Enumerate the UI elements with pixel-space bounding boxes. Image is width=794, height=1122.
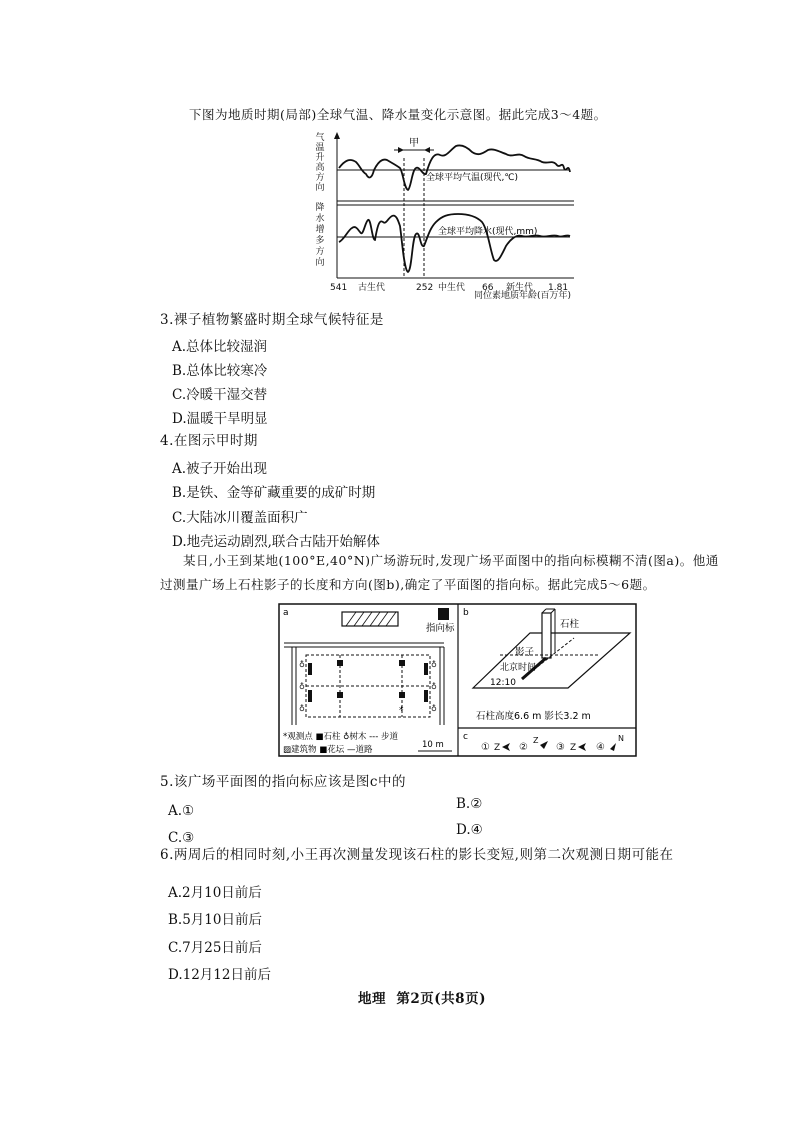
climate-chart bbox=[312, 130, 602, 300]
temp-axis-char: 升 bbox=[315, 153, 325, 163]
temp-ref-label: 全球平均气温(现代,℃) bbox=[426, 173, 518, 183]
plaza-figure bbox=[278, 603, 638, 758]
q4-option-d[interactable]: D.地壳运动剧烈,联合古陆开始解体 bbox=[172, 534, 380, 550]
x-tick: 中生代 bbox=[438, 283, 466, 293]
pillar bbox=[542, 613, 551, 658]
panel-b-label: b bbox=[463, 608, 469, 618]
q3-option-b[interactable]: B.总体比较寒冷 bbox=[172, 363, 268, 379]
q6-option-a[interactable]: A.2月10日前后 bbox=[168, 885, 262, 901]
q3-stem: 3.裸子植物繁盛时期全球气候特征是 bbox=[160, 312, 384, 328]
q5-option-d[interactable]: D.④ bbox=[456, 822, 483, 838]
svg-text:♁: ♁ bbox=[299, 660, 305, 669]
panel-a-label: a bbox=[283, 608, 289, 618]
temp-axis-char: 高 bbox=[315, 163, 325, 173]
temp-axis-char: 温 bbox=[315, 143, 325, 153]
q3-option-d[interactable]: D.温暖干旱明显 bbox=[172, 411, 268, 427]
c-option-4: ④ bbox=[596, 742, 605, 753]
precip-axis-char: 降 bbox=[315, 203, 325, 213]
q6-option-d[interactable]: D.12月12日前后 bbox=[168, 967, 271, 983]
pointer-label: 指向标 bbox=[426, 623, 455, 634]
x-axis-label: 同位素地质年龄(百万年) bbox=[474, 291, 572, 300]
svg-text:♁: ♁ bbox=[299, 682, 305, 691]
q4-option-a[interactable]: A.被子开始出现 bbox=[172, 461, 268, 477]
svg-text:♁: ♁ bbox=[431, 660, 437, 669]
panel-c-label: c bbox=[463, 732, 468, 742]
time-label-1: 北京时间 bbox=[500, 663, 537, 673]
q5-stem: 5.该广场平面图的指向标应该是图c中的 bbox=[160, 774, 406, 790]
page-footer: 地理 第2页(共8页) bbox=[358, 991, 486, 1007]
precip-axis-char: 方 bbox=[315, 247, 325, 257]
legend-line1: *观测点 ■石柱 ♁树木 --- 步道 bbox=[283, 732, 399, 742]
precip-axis-char: 向 bbox=[315, 258, 325, 268]
measure-label: 石柱高度6.6 m 影长3.2 m bbox=[476, 711, 591, 722]
q4-option-b[interactable]: B.是铁、金等矿藏重要的成矿时期 bbox=[172, 485, 376, 501]
q5-option-a[interactable]: A.① bbox=[168, 803, 195, 819]
svg-text:♁: ♁ bbox=[431, 704, 437, 713]
c-letter: N bbox=[618, 734, 624, 743]
q4-option-c[interactable]: C.大陆冰川覆盖面积广 bbox=[172, 510, 308, 526]
c-option-1: ① bbox=[481, 742, 490, 753]
q3-option-a[interactable]: A.总体比较湿润 bbox=[172, 339, 268, 355]
svg-text:Z: Z bbox=[533, 736, 539, 745]
pointer-box bbox=[438, 608, 449, 620]
pillar-label: 石柱 bbox=[560, 619, 580, 630]
c-option-3: ③ bbox=[556, 742, 565, 753]
intro-q3-4: 下图为地质时期(局部)全球气温、降水量变化示意图。据此完成3～4题。 bbox=[189, 107, 607, 122]
x-tick: 252 bbox=[416, 283, 434, 293]
q6-stem: 6.两周后的相同时刻,小王再次测量发现该石柱的影长变短,则第二次观测日期可能在 bbox=[160, 847, 674, 863]
temp-axis-char: 方 bbox=[315, 173, 325, 183]
q6-option-b[interactable]: B.5月10日前后 bbox=[168, 912, 262, 928]
svg-text:Z: Z bbox=[570, 743, 577, 753]
jia-label: 甲 bbox=[409, 138, 419, 149]
temp-axis-char: 向 bbox=[315, 183, 325, 193]
precip-axis-char: 多 bbox=[315, 236, 325, 246]
legend-line2: ▨建筑物 ■花坛 —道路 bbox=[283, 745, 373, 755]
precip-axis-char: 增 bbox=[315, 225, 325, 235]
intro-q5-6-line1: 某日,小王到某地(100°E,40°N)广场游玩时,发现广场平面图中的指向标模糊不清(图a)。他通 bbox=[183, 553, 719, 568]
time-label-2: 12:10 bbox=[490, 678, 516, 688]
precip-axis-char: 水 bbox=[315, 214, 325, 224]
svg-text:Z: Z bbox=[494, 743, 501, 753]
svg-text:♁: ♁ bbox=[431, 682, 437, 691]
x-tick: 66 bbox=[482, 283, 494, 293]
shadow-label: 影子 bbox=[515, 647, 535, 658]
x-tick: 古生代 bbox=[358, 283, 386, 293]
x-tick: 新生代 bbox=[506, 283, 534, 293]
temp-axis-char: 气 bbox=[315, 133, 325, 143]
c-option-2: ② bbox=[519, 742, 528, 753]
precip-ref-label: 全球平均降水(现代,mm) bbox=[438, 227, 538, 237]
intro-q5-6-line2: 过测量广场上石柱影子的长度和方向(图b),确定了平面图的指向标。据此完成5～6题。 bbox=[160, 577, 656, 592]
observation-point-icon: * bbox=[399, 706, 404, 716]
svg-text:♁: ♁ bbox=[299, 704, 305, 713]
q5-option-b[interactable]: B.② bbox=[456, 796, 483, 812]
scale-label: 10 m bbox=[422, 740, 444, 750]
x-tick: 1.81 bbox=[548, 283, 569, 293]
q4-stem: 4.在图示甲时期 bbox=[160, 433, 258, 449]
q3-option-c[interactable]: C.冷暖干湿交替 bbox=[172, 387, 268, 403]
q6-option-c[interactable]: C.7月25日前后 bbox=[168, 940, 262, 956]
q5-option-c[interactable]: C.③ bbox=[168, 830, 195, 846]
x-tick: 541 bbox=[330, 283, 348, 293]
